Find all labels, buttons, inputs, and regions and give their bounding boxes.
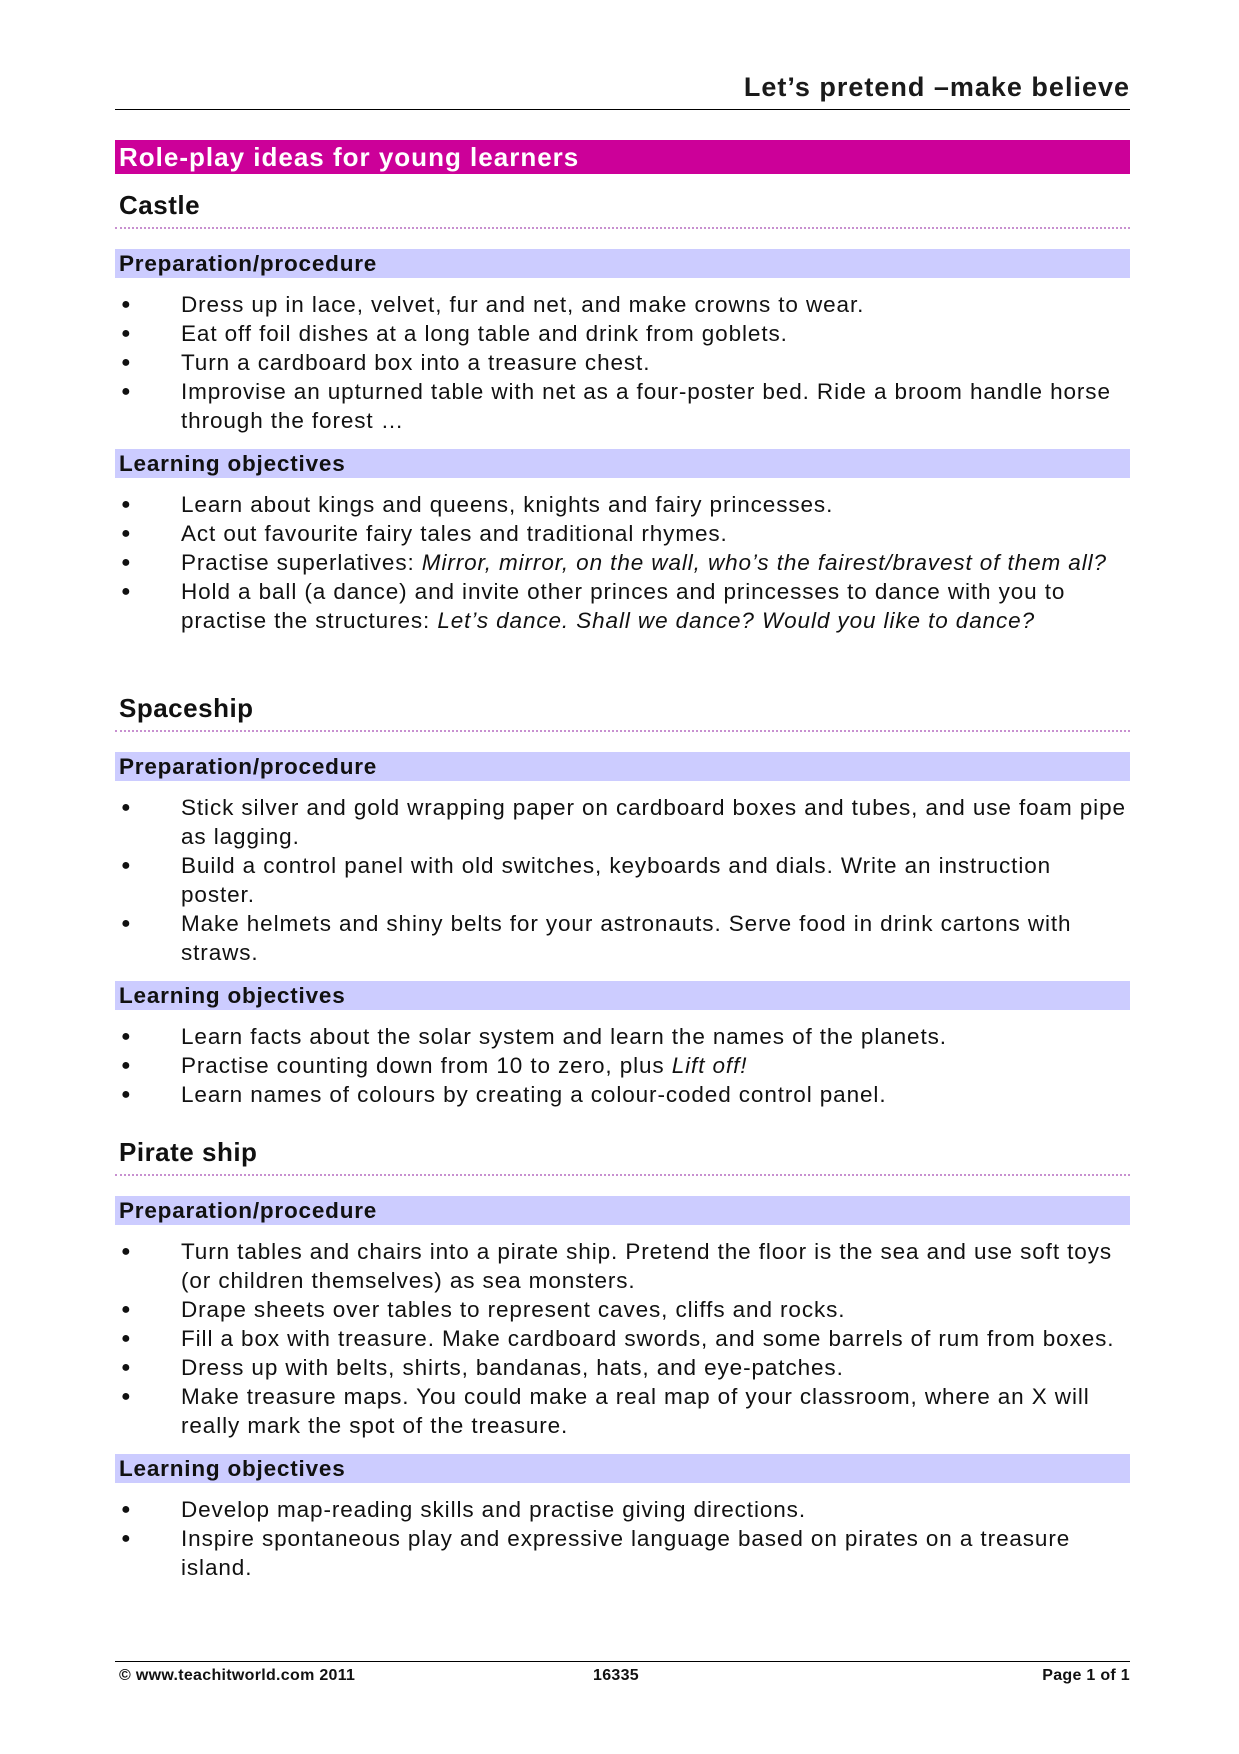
list-item: [115, 490, 1130, 519]
list-item-text: Practise superlatives: Mirror, mirror, on the wall, who’s the fairest/bravest of them all?: [181, 550, 1107, 575]
bullet-icon: ●: [121, 1057, 132, 1074]
list-item: [115, 1382, 1130, 1440]
subhead-learning: Learning objectives: [115, 449, 1130, 478]
bullet-icon: ●: [121, 325, 132, 342]
list-item: [115, 548, 1130, 577]
list-item-text: Act out favourite fairy tales and traditional rhymes.: [181, 521, 728, 546]
bullet-icon: ●: [121, 915, 132, 932]
list-item: [115, 1051, 1130, 1080]
list-item-text: Fill a box with treasure. Make cardboard swords, and some barrels of rum from boxes.: [181, 1326, 1115, 1351]
bullet-icon: ●: [121, 354, 132, 371]
list-item: [115, 290, 1130, 319]
list-item-text: Dress up with belts, shirts, bandanas, hats, and eye-patches.: [181, 1355, 844, 1380]
bullet-icon: ●: [121, 1243, 132, 1260]
list-item: [115, 577, 1130, 635]
footer-copyright: © www.teachitworld.com 2011: [119, 1667, 356, 1684]
list-item-text: Make helmets and shiny belts for your astronauts. Serve food in drink cartons with straws.: [181, 911, 1072, 965]
list-item: [115, 1022, 1130, 1051]
subhead-preparation: Preparation/procedure: [115, 1196, 1130, 1225]
list-item: [115, 909, 1130, 967]
list-item: [115, 1295, 1130, 1324]
footer-rule: [115, 1661, 1130, 1662]
bullet-icon: ●: [121, 857, 132, 874]
list-item-text: Practise counting down from 10 to zero, plus Lift off!: [181, 1053, 748, 1078]
list-item-text: Learn names of colours by creating a colour-coded control panel.: [181, 1082, 887, 1107]
list-item: [115, 519, 1130, 548]
section-pirate-ship: [115, 1132, 1130, 1582]
list-item: [115, 319, 1130, 348]
bullet-icon: ●: [121, 554, 132, 571]
list-item: [115, 1080, 1130, 1109]
list-item: [115, 1524, 1130, 1582]
subhead-preparation: Preparation/procedure: [115, 752, 1130, 781]
header-rule: [115, 109, 1130, 110]
bullet-icon: ●: [121, 1359, 132, 1376]
section-title: Spaceship: [115, 688, 1130, 732]
list-item: [115, 377, 1130, 435]
bullet-icon: ●: [121, 1530, 132, 1547]
banner-title: Role-play ideas for young learners: [115, 140, 1130, 174]
list-item-text: Hold a ball (a dance) and invite other princes and princesses to dance with you to practise the structures: Let’s dance. Shall we dance? Would you like to dance?: [181, 579, 1066, 633]
list-item-text: Improvise an upturned table with net as a four-poster bed. Ride a broom handle horse through the forest …: [181, 379, 1111, 433]
footer-page-number: Page 1 of 1: [1042, 1667, 1130, 1684]
bullet-list: [115, 490, 1130, 635]
bullet-list: [115, 1022, 1130, 1109]
list-item-text: Learn about kings and queens, knights and fairy princesses.: [181, 492, 834, 517]
bullet-list: [115, 793, 1130, 967]
list-item-text: Stick silver and gold wrapping paper on cardboard boxes and tubes, and use foam pipe as lagging.: [181, 795, 1126, 849]
bullet-icon: ●: [121, 1501, 132, 1518]
bullet-icon: ●: [121, 496, 132, 513]
list-item-text: Turn a cardboard box into a treasure chest.: [181, 350, 651, 375]
list-item-text: Make treasure maps. You could make a real map of your classroom, where an X will really mark the spot of the treasure.: [181, 1384, 1090, 1438]
bullet-icon: ●: [121, 383, 132, 400]
bullet-icon: ●: [121, 1301, 132, 1318]
section-title: Castle: [115, 185, 1130, 229]
bullet-icon: ●: [121, 1086, 132, 1103]
list-item-text: Drape sheets over tables to represent caves, cliffs and rocks.: [181, 1297, 846, 1322]
list-item-text: Turn tables and chairs into a pirate ship. Pretend the floor is the sea and use soft toys (or children themselves) as sea monsters.: [181, 1239, 1113, 1293]
section-spaceship: [115, 688, 1130, 1109]
list-item: [115, 348, 1130, 377]
list-item: [115, 1324, 1130, 1353]
list-item: [115, 851, 1130, 909]
bullet-icon: ●: [121, 799, 132, 816]
bullet-list: [115, 290, 1130, 435]
subhead-learning: Learning objectives: [115, 981, 1130, 1010]
list-item-text: Dress up in lace, velvet, fur and net, and make crowns to wear.: [181, 292, 865, 317]
bullet-icon: ●: [121, 1330, 132, 1347]
bullet-icon: ●: [121, 296, 132, 313]
list-item-text: Learn facts about the solar system and learn the names of the planets.: [181, 1024, 947, 1049]
section-castle: [115, 185, 1130, 635]
footer-code: 16335: [593, 1667, 639, 1684]
bullet-list: [115, 1495, 1130, 1582]
list-item: [115, 1353, 1130, 1382]
list-item: [115, 1237, 1130, 1295]
list-item-text: Build a control panel with old switches, keyboards and dials. Write an instruction poster.: [181, 853, 1052, 907]
bullet-icon: ●: [121, 1028, 132, 1045]
header-title: Let’s pretend –make believe: [743, 72, 1130, 102]
subhead-learning: Learning objectives: [115, 1454, 1130, 1483]
list-item: [115, 1495, 1130, 1524]
list-item-text: Inspire spontaneous play and expressive language based on pirates on a treasure island.: [181, 1526, 1071, 1580]
section-title: Pirate ship: [115, 1132, 1130, 1176]
subhead-preparation: Preparation/procedure: [115, 249, 1130, 278]
list-item: [115, 793, 1130, 851]
bullet-list: [115, 1237, 1130, 1440]
list-item-text: Eat off foil dishes at a long table and drink from goblets.: [181, 321, 788, 346]
bullet-icon: ●: [121, 1388, 132, 1405]
bullet-icon: ●: [121, 525, 132, 542]
list-item-text: Develop map-reading skills and practise giving directions.: [181, 1497, 806, 1522]
bullet-icon: ●: [121, 583, 132, 600]
